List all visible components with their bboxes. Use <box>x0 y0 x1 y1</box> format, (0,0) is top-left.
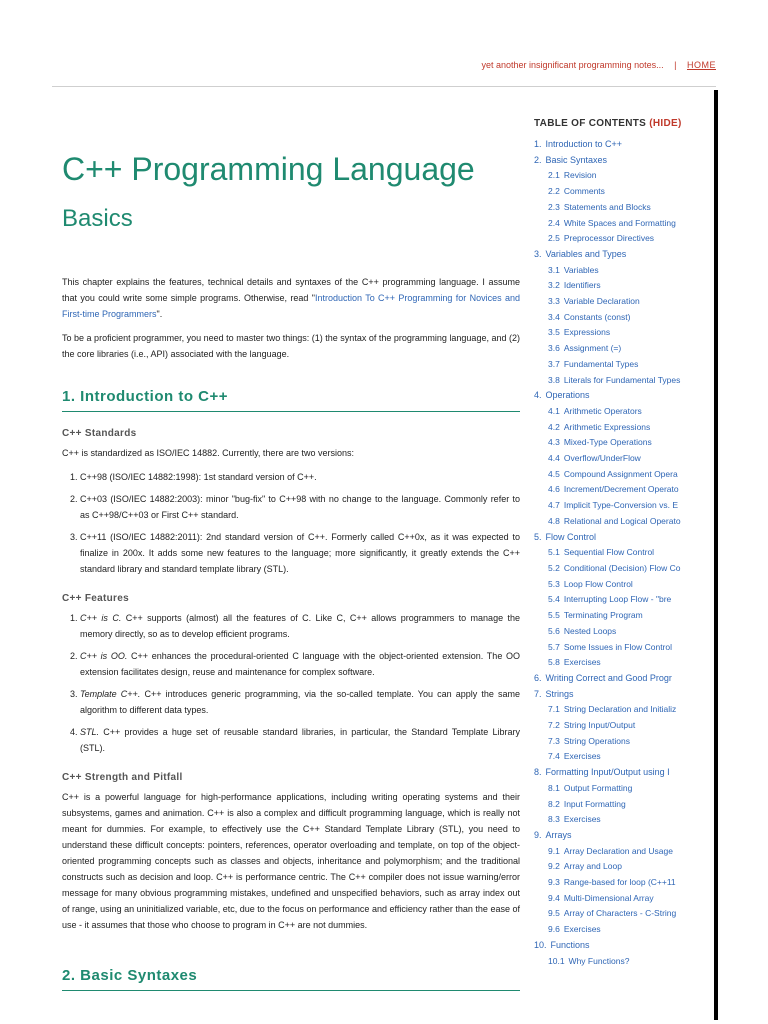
toc-item-label: Array of Characters - C-String <box>563 908 677 919</box>
toc-item-label: Variables <box>563 264 599 275</box>
toc-item-label: Literals for Fundamental Types <box>563 374 681 385</box>
list-item <box>80 724 520 756</box>
feature-text: C++ supports (almost) all the features of C. Like C, C++ allows programmers to manage the memory directly, so as to develop efficient programs. <box>80 613 520 639</box>
toc-item-number: 1. <box>534 139 542 149</box>
subheading-features: C++ Features <box>62 593 129 604</box>
toc-item-number: 7.3 <box>548 735 560 746</box>
list-item: 2. C++03 (ISO/IEC 14882:2003): minor "bug-fix" to C++98 with no change to the language. Commonly refer to as C++98/C++03 or First C++ standard. <box>80 491 520 523</box>
toc-item[interactable] <box>534 765 712 781</box>
toc-item-label: Array Declaration and Usage <box>563 845 673 856</box>
feature-text: C++ enhances the procedural-oriented C language with the object-oriented extension. The OO extension facilitates design, reuse and maintenance for complex software. <box>80 651 520 677</box>
toc-item[interactable] <box>534 891 712 907</box>
toc-title-text: TABLE OF CONTENTS <box>534 118 647 129</box>
toc-item-number: 2.4 <box>548 217 560 228</box>
toc-item[interactable] <box>534 263 712 279</box>
toc-item-number: 10. <box>534 939 547 950</box>
toc-item-label: Arithmetic Operators <box>563 405 642 416</box>
toc-item-number: 7.1 <box>548 704 560 715</box>
feature-term: C++ is OO. <box>80 651 128 661</box>
subheading-standards: C++ Standards <box>62 428 137 439</box>
list-item: 3. C++11 (ISO/IEC 14882:2011): 2nd standard version of C++. Formerly called C++0x, as it was expected to finalize in 200x. It adds some new features to the language; more significantly, it greatly extends the C++ standard library and standard template library (STL). <box>80 529 520 577</box>
feature-text: C++ provides a huge set of reusable standard libraries, in particular, the Standard Template Library (STL). <box>80 727 520 753</box>
toc-item-label: Flow Control <box>545 531 597 542</box>
toc-item-label: Expressions <box>563 327 611 338</box>
toc-item-number: 4.6 <box>548 484 560 495</box>
toc-item[interactable] <box>534 231 712 247</box>
toc-item[interactable] <box>534 247 712 263</box>
toc-item-label: String Input/Output <box>563 720 636 731</box>
toc-item[interactable] <box>534 325 712 341</box>
intro-text: This chapter explains the features, technical details and syntaxes of the C++ programming language. I assume that you could write some simple programs. Otherwise, read " <box>62 277 520 303</box>
toc-list <box>534 137 712 969</box>
toc-item-number: 2.1 <box>548 170 560 181</box>
toc-hide-close: ) <box>677 118 682 129</box>
toc-item[interactable] <box>534 137 712 153</box>
toc-item[interactable] <box>534 451 712 467</box>
toc-item-label: Relational and Logical Operato <box>563 515 681 526</box>
toc-item-label: Writing Correct and Good Progr <box>545 672 672 683</box>
toc-hide-open: ( <box>649 118 653 129</box>
feature-term: Template C++. <box>80 689 141 699</box>
toc-item-label: Input Formatting <box>563 798 626 809</box>
toc-item[interactable] <box>534 278 712 294</box>
toc-item-number: 9.6 <box>548 924 560 935</box>
toc-item-number: 8.2 <box>548 798 560 809</box>
toc-item-number: 9.1 <box>548 845 560 856</box>
toc-item-number: 5.2 <box>548 562 560 573</box>
toc-item-label: Arrays <box>545 829 572 840</box>
page-title: C++ Programming Language <box>62 151 475 187</box>
toc-item[interactable] <box>534 655 712 671</box>
toc-item[interactable] <box>534 498 712 514</box>
section-heading-introduction: 1. Introduction to C++ <box>62 388 520 412</box>
toc-item-label: Why Functions? <box>568 955 630 966</box>
toc-item[interactable] <box>534 168 712 184</box>
toc-item-label: Fundamental Types <box>563 358 639 369</box>
toc-item-number: 8.3 <box>548 814 560 825</box>
toc-item-label: Arithmetic Expressions <box>563 421 651 432</box>
toc-item[interactable] <box>534 341 712 357</box>
toc-item-number: 3. <box>534 248 542 259</box>
toc-item-label: Increment/Decrement Operato <box>563 484 679 495</box>
toc-item[interactable] <box>534 561 712 577</box>
feature-text: C++ introduces generic programming, via the so-called template. You can apply the same algorithm to different data types. <box>80 689 520 715</box>
toc-item-number: 3.3 <box>548 296 560 307</box>
toc-item[interactable] <box>534 875 712 891</box>
main-content <box>62 150 520 1005</box>
toc-item-label: Formatting Input/Output using I <box>545 767 670 778</box>
intro-paragraph <box>62 274 520 322</box>
toc-item-label: Assignment (=) <box>563 343 622 354</box>
toc-item-label: Overflow/UnderFlow <box>563 453 641 464</box>
toc-item-number: 2.2 <box>548 186 560 197</box>
toc-item[interactable] <box>534 200 712 216</box>
toc-item-number: 3.4 <box>548 311 560 322</box>
toc-item-number: 8.1 <box>548 782 560 793</box>
proficiency-paragraph: To be a proficient programmer, you need to master two things: (1) the syntax of the programming language, and (2) the core libraries (i.e., API) associated with the language. <box>62 333 520 359</box>
toc-item[interactable] <box>534 514 712 530</box>
toc-item-label: White Spaces and Formatting <box>563 217 676 228</box>
toc-item-label: String Declaration and Initializ <box>563 704 677 715</box>
toc-item-number: 5. <box>534 531 542 542</box>
toc-item[interactable] <box>534 859 712 875</box>
toc-item-number: 7.4 <box>548 751 560 762</box>
toc-item-number: 9. <box>534 829 542 840</box>
toc-item[interactable] <box>534 608 712 624</box>
toc-item-label: Range-based for loop (C++11 <box>563 877 676 888</box>
toc-item-number: 3.1 <box>548 264 560 275</box>
toc-item[interactable] <box>534 577 712 593</box>
toc-item[interactable] <box>534 467 712 483</box>
toc-item-label: Identifiers <box>563 280 601 291</box>
toc-item[interactable] <box>534 812 712 828</box>
toc-item-label: Multi-Dimensional Array <box>563 892 654 903</box>
toc-item[interactable] <box>534 687 712 703</box>
toc-item[interactable] <box>534 718 712 734</box>
toc-item-label: Nested Loops <box>563 625 617 636</box>
toc-item[interactable] <box>534 906 712 922</box>
list-item <box>80 610 520 642</box>
toc-item-label: Exercises <box>563 814 601 825</box>
toc-item-number: 4.4 <box>548 453 560 464</box>
toc-item[interactable] <box>534 388 712 404</box>
standards-list <box>62 469 520 577</box>
toc-item-label: String Operations <box>563 735 630 746</box>
subheading-strength: C++ Strength and Pitfall <box>62 772 183 783</box>
toc-item-label: Loop Flow Control <box>563 578 633 589</box>
intro-text-end: ". <box>156 309 163 319</box>
toc-item-label: Implicit Type-Conversion vs. E <box>563 500 678 511</box>
toc-item[interactable] <box>534 781 712 797</box>
list-item: 1. C++98 (ISO/IEC 14882:1998): 1st standard version of C++. <box>80 469 520 485</box>
toc-item-label: Operations <box>545 390 590 401</box>
toc-item-label: Exercises <box>563 657 601 668</box>
toc-item[interactable] <box>534 435 712 451</box>
toc-item-number: 9.5 <box>548 908 560 919</box>
toc-item-label: Conditional (Decision) Flow Co <box>563 562 681 573</box>
home-link[interactable]: HOME <box>687 60 716 70</box>
toc-item-label: Compound Assignment Opera <box>563 468 678 479</box>
toc-item[interactable] <box>534 153 712 169</box>
toc-item-number: 8. <box>534 767 542 778</box>
strength-paragraph: C++ is a powerful language for high-performance applications, including writing operating systems and their subsystems, games and animation. C++ is also a complex and difficult programming language, which is really not meant for dummies. For example, to effectively use the C++ Standard Template Library (STL), you need to understand these difficult concepts: pointers, references, operator overloading and template, on top of the object-oriented programming concepts such as classes and objects, inheritance and polymorphism; and the traditional constructs such as decision and loop. C++ is performance centric. The C++ compiler does not issue warning/error message for many obvious programming mistakes, undefined and unspecified behaviors, such as array index out of range, using an uninitialized variable, etc, due to the focus on performance and efficiency rather than the ease of use - it assumes that those who choose to program in C++ are not dummies. <box>62 792 520 930</box>
scrollbar[interactable] <box>714 90 718 1020</box>
toc-item-label: Some Issues in Flow Control <box>563 641 673 652</box>
toc-item[interactable] <box>534 734 712 750</box>
toc-item[interactable] <box>534 482 712 498</box>
toc-item[interactable] <box>534 922 712 938</box>
toc-item-number: 3.5 <box>548 327 560 338</box>
toc-item-number: 5.8 <box>548 657 560 668</box>
toc-item-label: Exercises <box>563 751 601 762</box>
toc-item-label: Strings <box>545 688 574 699</box>
toc-item[interactable] <box>534 216 712 232</box>
toc-item-number: 5.7 <box>548 641 560 652</box>
toc-title <box>534 118 712 129</box>
toc-item[interactable] <box>534 310 712 326</box>
toc-item-number: 3.2 <box>548 280 560 291</box>
toc-item[interactable] <box>534 373 712 389</box>
toc-item[interactable] <box>534 938 712 954</box>
toc-item[interactable] <box>534 844 712 860</box>
toc-item-label: Revision <box>563 170 597 181</box>
intro-link[interactable]: Introduction To C++ Programming for Novices and First-time Programmers <box>62 293 521 319</box>
toc-item[interactable] <box>534 954 712 970</box>
toc-item-label: Variables and Types <box>545 248 627 259</box>
toc-item[interactable] <box>534 671 712 687</box>
toc-item-label: Functions <box>550 939 590 950</box>
toc-item-label: Exercises <box>563 924 601 935</box>
toc-item-number: 4.3 <box>548 437 560 448</box>
site-tagline: yet another insignificant programming notes... <box>481 60 664 70</box>
toc-item-number: 9.3 <box>548 877 560 888</box>
toc-item-label: Constants (const) <box>563 311 631 322</box>
toc-item-number: 2.3 <box>548 201 560 212</box>
toc-item-label: Terminating Program <box>563 610 643 621</box>
toc-item-number: 4.2 <box>548 421 560 432</box>
toc-item[interactable] <box>534 797 712 813</box>
toc-item[interactable] <box>534 749 712 765</box>
toc-item[interactable] <box>534 184 712 200</box>
table-of-contents <box>534 118 712 969</box>
standards-paragraph: C++ is standardized as ISO/IEC 14882. Currently, there are two versions: <box>62 448 354 458</box>
toc-item-number: 5.4 <box>548 594 560 605</box>
header-divider <box>52 86 716 87</box>
features-list <box>62 610 520 756</box>
separator: | <box>674 60 677 70</box>
top-bar <box>482 60 716 70</box>
toc-item-label: Preprocessor Directives <box>563 233 655 244</box>
toc-item-number: 2. <box>534 154 542 165</box>
toc-item-number: 4.8 <box>548 515 560 526</box>
toc-item-label: Output Formatting <box>563 782 633 793</box>
toc-item-label: Mixed-Type Operations <box>563 437 652 448</box>
toc-item[interactable] <box>534 545 712 561</box>
toc-item-number: 7. <box>534 688 542 699</box>
toc-item-number: 4. <box>534 390 542 401</box>
toc-item-number: 3.8 <box>548 374 560 385</box>
toc-item-number: 5.1 <box>548 547 560 558</box>
toc-item-label: Statements and Blocks <box>563 201 651 212</box>
toc-item-label: Interrupting Loop Flow - "bre <box>563 594 672 605</box>
toc-item-label: Sequential Flow Control <box>563 547 655 558</box>
toc-item-number: 4.1 <box>548 405 560 416</box>
toc-item-number: 2.5 <box>548 233 560 244</box>
toc-item-number: 3.6 <box>548 343 560 354</box>
page-subtitle: Basics <box>62 205 133 232</box>
toc-item[interactable] <box>534 420 712 436</box>
feature-term: STL. <box>80 727 100 737</box>
toc-item-number: 9.4 <box>548 892 560 903</box>
toc-item-label: Variable Declaration <box>563 296 640 307</box>
toc-item-number: 10.1 <box>548 955 565 966</box>
toc-hide-link[interactable]: HIDE <box>652 118 678 129</box>
toc-item-number: 5.5 <box>548 610 560 621</box>
toc-item-number: 4.5 <box>548 468 560 479</box>
list-item <box>80 648 520 680</box>
toc-item-label: Basic Syntaxes <box>545 154 608 165</box>
toc-item[interactable] <box>534 640 712 656</box>
toc-item-label: Array and Loop <box>563 861 622 872</box>
toc-item-label: Introduction to C++ <box>545 139 623 149</box>
toc-item[interactable] <box>534 530 712 546</box>
toc-item[interactable] <box>534 592 712 608</box>
toc-item-number: 6. <box>534 672 542 683</box>
toc-item-label: Comments <box>563 186 605 197</box>
section-heading-basic-syntaxes: 2. Basic Syntaxes <box>62 967 520 991</box>
toc-item[interactable] <box>534 404 712 420</box>
toc-item[interactable] <box>534 624 712 640</box>
toc-item-number: 5.3 <box>548 578 560 589</box>
toc-item-number: 5.6 <box>548 625 560 636</box>
toc-item-number: 3.7 <box>548 358 560 369</box>
toc-item[interactable] <box>534 294 712 310</box>
toc-item-number: 7.2 <box>548 720 560 731</box>
list-item <box>80 686 520 718</box>
feature-term: C++ is C. <box>80 613 122 623</box>
toc-item-number: 4.7 <box>548 500 560 511</box>
toc-item[interactable] <box>534 702 712 718</box>
toc-item-number: 9.2 <box>548 861 560 872</box>
toc-item[interactable] <box>534 828 712 844</box>
toc-item[interactable] <box>534 357 712 373</box>
